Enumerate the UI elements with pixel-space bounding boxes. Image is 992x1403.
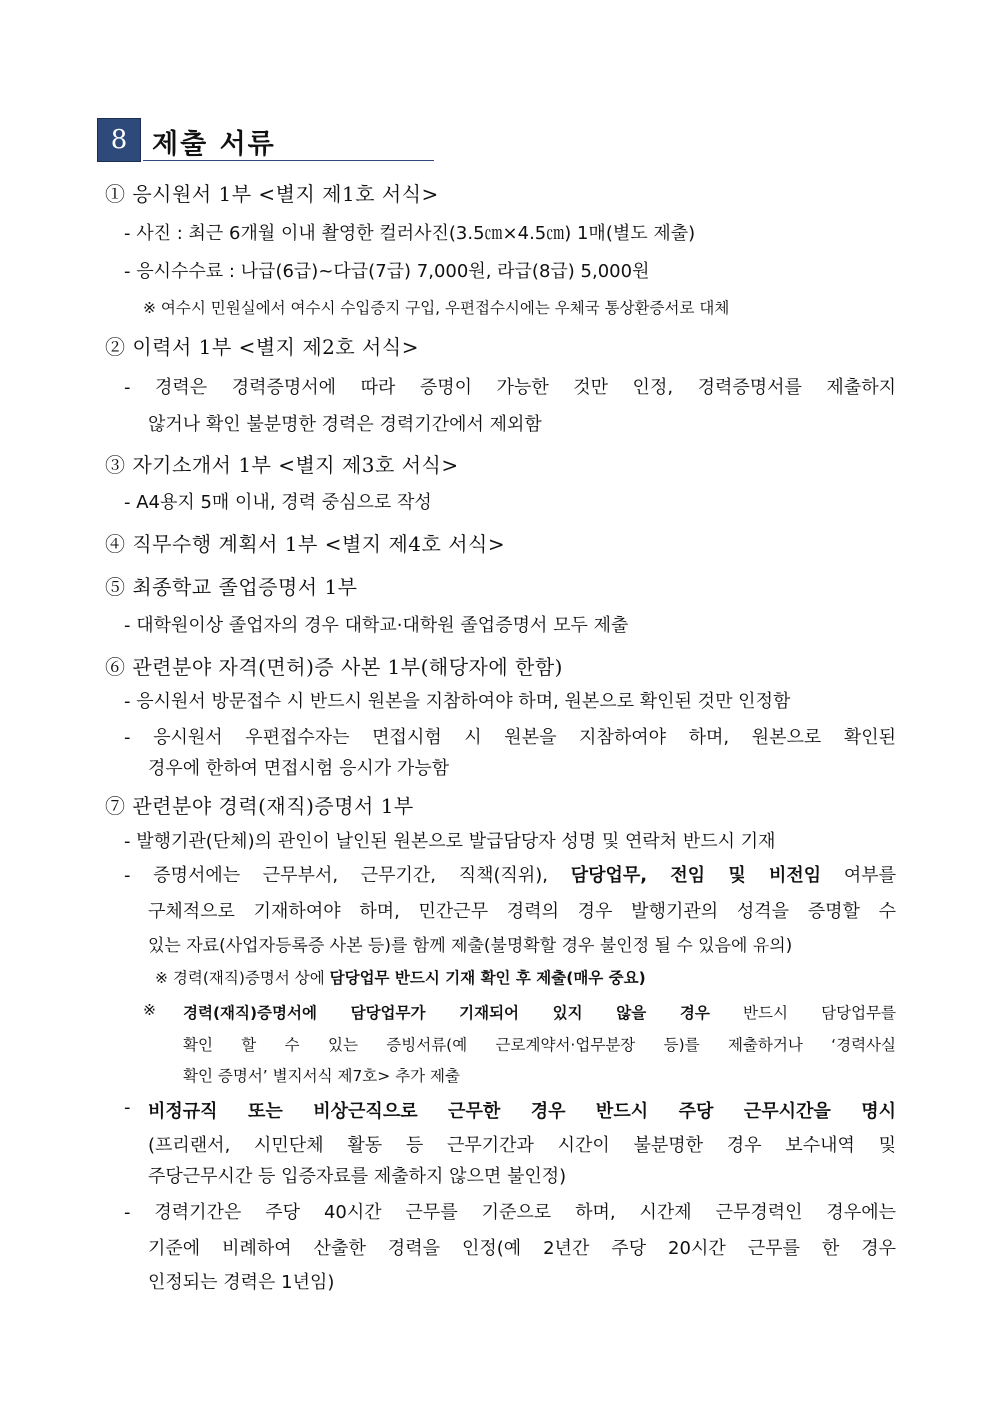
certificate-bold-text: 담당업무, 전임 및 비전임 xyxy=(570,865,822,886)
item-7-detail-period: - 경력기간은 주당 40시간 근무를 기준으로 하며, 시간제 근무경력인 경우에는 xyxy=(124,1202,896,1223)
item-7-note-2-marker: ※ xyxy=(143,1001,156,1019)
item-7-note-1 xyxy=(155,966,646,988)
item-5-detail: - 대학원이상 졸업자의 경우 대학교·대학원 졸업증명서 모두 제출 xyxy=(124,615,629,636)
note-1-bold-text: 담당업무 반드시 기재 확인 후 제출(매우 중요) xyxy=(329,969,646,987)
item-7-detail-period-cont-1: 기준에 비례하여 산출한 경력을 인정(예 2년간 주당 20시간 근무를 한 경우 xyxy=(148,1238,896,1259)
item-6-detail-visit: - 응시원서 방문접수 시 반드시 원본을 지참하여야 하며, 원본으로 확인된 것만 인정함 xyxy=(124,691,791,712)
item-7-detail-irregular-dash: - xyxy=(124,1097,131,1118)
section-title: 제출 서류 xyxy=(152,129,276,160)
item-7-detail-certificate-cont-2: 있는 자료(사업자등록증 사본 등)를 함께 제출(불명확할 경우 불인정 될 수 있음에 유의) xyxy=(148,936,793,956)
item-2-heading: ② 이력서 1부 <별지 제2호 서식> xyxy=(105,335,419,359)
item-4-heading: ④ 직무수행 계획서 1부 <별지 제4호 서식> xyxy=(105,532,506,556)
item-7-detail-irregular-cont-1: (프리랜서, 시민단체 활동 등 근무기간과 시간이 불분명한 경우 보수내역 및 xyxy=(148,1135,896,1156)
section-header xyxy=(97,118,434,162)
section-number-badge: 8 xyxy=(97,118,141,162)
item-6-detail-mail-cont: 경우에 한하여 면접시험 응시가 가능함 xyxy=(148,758,450,779)
item-1-detail-photo: - 사진 : 최근 6개월 이내 촬영한 컬러사진(3.5㎝×4.5㎝) 1매(별도 제출) xyxy=(124,223,696,244)
item-7-detail-seal: - 발행기관(단체)의 관인이 날인된 원본으로 발급담당자 성명 및 연락처 반드시 기재 xyxy=(124,831,776,852)
item-2-detail: - 경력은 경력증명서에 따라 증명이 가능한 것만 인정, 경력증명서를 제출하지 xyxy=(124,377,896,398)
item-6-heading: ⑥ 관련분야 자격(면허)증 사본 1부(해당자에 한함) xyxy=(105,655,563,679)
section-title-underline xyxy=(143,160,434,161)
certificate-text: - 증명서에는 근무부서, 근무기간, 직책(직위), xyxy=(124,865,549,886)
item-3-detail: - A4용지 5매 이내, 경력 중심으로 작성 xyxy=(124,492,432,513)
item-7-heading: ⑦ 관련분야 경력(재직)증명서 1부 xyxy=(105,794,414,818)
item-7-note-2 xyxy=(183,1001,896,1023)
note-2-text: 반드시 담당업무를 xyxy=(743,1004,896,1022)
item-3-heading: ③ 자기소개서 1부 <별지 제3호 서식> xyxy=(105,453,459,477)
item-7-detail-period-cont-2: 인정되는 경력은 1년임) xyxy=(148,1272,335,1293)
item-1-heading: ① 응시원서 1부 <별지 제1호 서식> xyxy=(105,182,439,206)
item-1-note: ※ 여수시 민원실에서 여수시 수입증지 구입, 우편접수시에는 우체국 통상환증서로 대체 xyxy=(143,299,730,317)
item-5-heading: ⑤ 최종학교 졸업증명서 1부 xyxy=(105,575,358,599)
item-7-detail-irregular-cont-2: 주당근무시간 등 입증자료를 제출하지 않으면 불인정) xyxy=(148,1166,567,1187)
item-6-detail-mail: - 응시원서 우편접수자는 면접시험 시 원본을 지참하여야 하며, 원본으로 확인된 xyxy=(124,727,896,748)
item-7-detail-certificate xyxy=(124,861,896,887)
note-2-bold-text: 경력(재직)증명서에 담당업무가 기재되어 있지 않을 경우 xyxy=(183,1004,710,1022)
item-7-note-2-cont-1: 확인 할 수 있는 증빙서류(예 근로계약서·업무분장 등)를 제출하거나 ‘경력사실 xyxy=(183,1036,896,1054)
certificate-text-end: 여부를 xyxy=(843,865,896,886)
item-7-detail-certificate-cont-1: 구체적으로 기재하여야 하며, 민간근무 경력의 경우 발행기관의 성격을 증명할 수 xyxy=(148,901,896,922)
item-7-note-2-cont-2: 확인 증명서’ 별지서식 제7호> 추가 제출 xyxy=(183,1067,461,1085)
note-1-text: ※ 경력(재직)증명서 상에 xyxy=(155,969,325,987)
item-2-detail-cont: 않거나 확인 불분명한 경력은 경력기간에서 제외함 xyxy=(148,414,542,435)
item-7-detail-irregular: 비정규직 또는 비상근직으로 근무한 경우 반드시 주당 근무시간을 명시 xyxy=(148,1101,896,1122)
item-1-detail-fee: - 응시수수료 : 나급(6급)~다급(7급) 7,000원, 라급(8급) 5,000원 xyxy=(124,261,650,282)
